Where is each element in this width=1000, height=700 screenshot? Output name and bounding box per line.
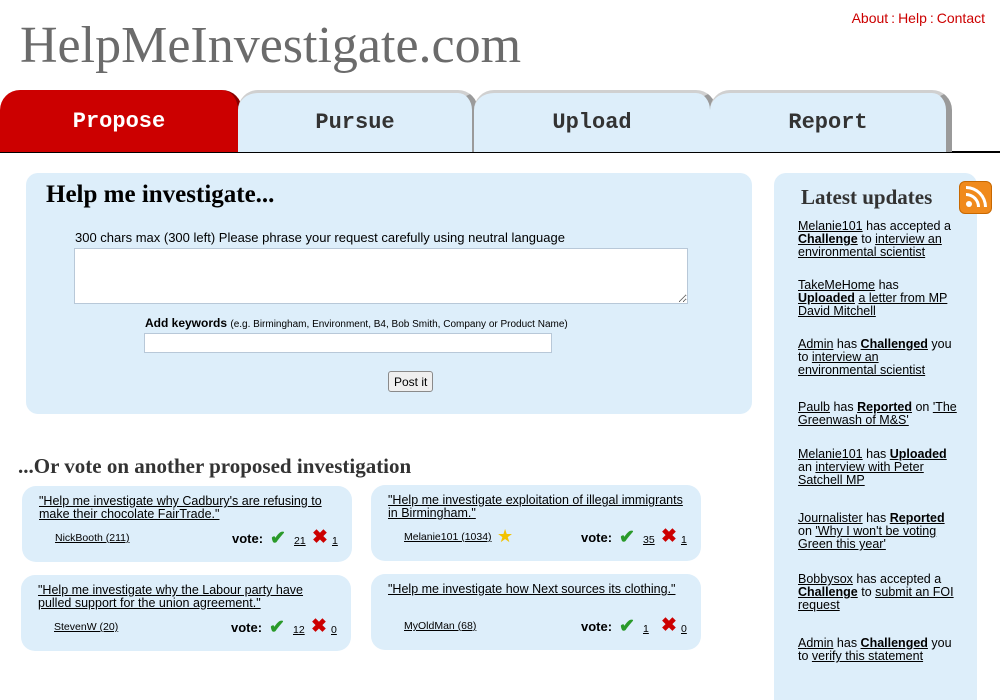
- update-text: has: [875, 278, 899, 292]
- update-action-link[interactable]: Challenged: [860, 337, 928, 351]
- proposal-question-link[interactable]: "Help me investigate why Cadbury's are refusing to make their chocolate FairTrade.": [39, 494, 322, 521]
- proposal-card: [21, 575, 351, 651]
- vote-no-cross-icon[interactable]: ✖: [661, 526, 677, 547]
- update-text: has accepted a: [862, 219, 951, 233]
- keywords-example: (e.g. Birmingham, Environment, B4, Bob Smith, Company or Product Name): [230, 319, 568, 330]
- vote-yes-check-icon[interactable]: ✔: [269, 617, 285, 638]
- proposal-card: [371, 574, 701, 650]
- update-text: an: [798, 460, 816, 474]
- update-target-link[interactable]: interview an environmental scientist: [798, 232, 942, 259]
- update-action-link[interactable]: Challenged: [860, 636, 928, 650]
- update-text: has: [829, 400, 858, 414]
- update-user-link[interactable]: Bobbysox: [798, 572, 853, 586]
- top-links: [852, 10, 985, 26]
- update-user-link[interactable]: Journalister: [798, 511, 863, 525]
- proposal-card: [371, 485, 701, 561]
- toplinks-separator: :: [891, 10, 896, 26]
- request-hint: 300 chars max (300 left) Please phrase your request carefully using neutral language: [75, 230, 565, 245]
- update-action-link[interactable]: Challenge: [798, 232, 858, 246]
- site-title[interactable]: HelpMeInvestigate.com: [20, 17, 522, 74]
- tab-upload[interactable]: Upload: [474, 90, 716, 152]
- update-action-link[interactable]: Challenge: [798, 585, 858, 599]
- update-user-link[interactable]: Melanie101: [798, 447, 863, 461]
- update-text: you to: [798, 636, 952, 663]
- update-target-link[interactable]: 'The Greenwash of M&S': [798, 400, 957, 427]
- update-item: [798, 220, 958, 259]
- update-text: on: [798, 524, 816, 538]
- update-item: [798, 338, 958, 377]
- no-count-link[interactable]: 1: [332, 535, 338, 547]
- update-item: [798, 573, 958, 612]
- tab-propose[interactable]: Propose: [0, 90, 242, 152]
- update-text: has: [862, 447, 890, 461]
- update-text: has: [833, 636, 861, 650]
- update-user-link[interactable]: Paulb: [798, 400, 830, 414]
- update-target-link[interactable]: 'Why I won't be voting Green this year': [798, 524, 937, 551]
- vote-label: vote:: [231, 620, 263, 635]
- update-text: on: [911, 400, 933, 414]
- vote-no-cross-icon[interactable]: ✖: [312, 527, 328, 548]
- vote-heading: ...Or vote on another proposed investigation: [18, 454, 412, 478]
- yes-count-link[interactable]: 21: [294, 535, 306, 547]
- main-tabs: [0, 90, 1000, 153]
- vote-yes-check-icon[interactable]: ✔: [270, 528, 286, 549]
- tab-report[interactable]: Report: [710, 90, 952, 152]
- update-action-link[interactable]: Uploaded: [798, 291, 855, 305]
- proposer-link[interactable]: MyOldMan (68): [404, 620, 477, 632]
- update-text: has: [862, 511, 890, 525]
- contact-link[interactable]: Contact: [936, 10, 985, 26]
- star-icon: ★: [497, 526, 514, 546]
- update-user-link[interactable]: Admin: [798, 337, 834, 351]
- help-link[interactable]: Help: [898, 10, 927, 26]
- proposal-question-link[interactable]: "Help me investigate exploitation of illegal immigrants in Birmingham.": [388, 493, 683, 520]
- keywords-label-text: Add keywords: [145, 316, 228, 330]
- update-item: [798, 279, 958, 318]
- update-action-link[interactable]: Uploaded: [889, 447, 947, 461]
- update-item: [798, 637, 958, 663]
- vote-no-cross-icon[interactable]: ✖: [661, 615, 677, 636]
- update-target-link[interactable]: a letter from MP David Mitchell: [798, 291, 948, 318]
- proposer-link[interactable]: StevenW (20): [54, 621, 119, 633]
- no-count-link[interactable]: 0: [681, 623, 687, 635]
- update-target-link[interactable]: verify this statement: [811, 649, 924, 663]
- vote-no-cross-icon[interactable]: ✖: [311, 616, 327, 637]
- rss-feed-icon[interactable]: [959, 181, 992, 214]
- proposer-link[interactable]: Melanie101 (1034): [404, 531, 492, 543]
- update-text: to: [857, 585, 876, 599]
- about-link[interactable]: About: [851, 10, 889, 26]
- vote-yes-check-icon[interactable]: ✔: [619, 616, 635, 637]
- toplinks-separator: :: [929, 10, 934, 26]
- update-target-link[interactable]: submit an FOI request: [798, 585, 954, 612]
- proposer-link[interactable]: NickBooth (211): [55, 532, 130, 544]
- update-item: [798, 512, 958, 551]
- yes-count-link[interactable]: 1: [643, 623, 649, 635]
- keywords-label: [145, 316, 568, 330]
- updates-heading: Latest updates: [801, 185, 933, 209]
- update-text: has accepted a: [852, 572, 942, 586]
- propose-panel: [26, 173, 752, 414]
- update-target-link[interactable]: interview with Peter Satchell MP: [798, 460, 924, 487]
- vote-label: vote:: [232, 531, 264, 546]
- vote-label: vote:: [581, 619, 613, 634]
- update-text: you to: [798, 337, 952, 364]
- update-item: [798, 401, 958, 427]
- update-action-link[interactable]: Reported: [857, 400, 912, 414]
- proposal-question-link[interactable]: "Help me investigate how Next sources its clothing.": [388, 582, 676, 596]
- tab-pursue[interactable]: Pursue: [238, 90, 478, 152]
- update-action-link[interactable]: Reported: [889, 511, 945, 525]
- no-count-link[interactable]: 0: [331, 624, 337, 636]
- update-user-link[interactable]: Admin: [798, 636, 834, 650]
- yes-count-link[interactable]: 35: [643, 534, 655, 546]
- update-text: has: [833, 337, 861, 351]
- request-textarea[interactable]: [74, 248, 688, 304]
- post-it-button[interactable]: Post it: [388, 371, 433, 392]
- update-user-link[interactable]: Melanie101: [798, 219, 863, 233]
- update-text: to: [857, 232, 876, 246]
- update-item: [798, 448, 958, 487]
- proposal-card: [22, 486, 352, 562]
- propose-heading: Help me investigate...: [46, 181, 275, 208]
- update-user-link[interactable]: TakeMeHome: [798, 278, 876, 292]
- no-count-link[interactable]: 1: [681, 534, 687, 546]
- latest-updates-panel: [774, 173, 977, 700]
- vote-yes-check-icon[interactable]: ✔: [619, 527, 635, 548]
- yes-count-link[interactable]: 12: [293, 624, 305, 636]
- proposal-question-link[interactable]: "Help me investigate why the Labour party have pulled support for the union agreement.": [38, 583, 304, 610]
- update-target-link[interactable]: interview an environmental scientist: [798, 350, 926, 377]
- vote-label: vote:: [581, 530, 613, 545]
- keywords-input[interactable]: [144, 333, 552, 353]
